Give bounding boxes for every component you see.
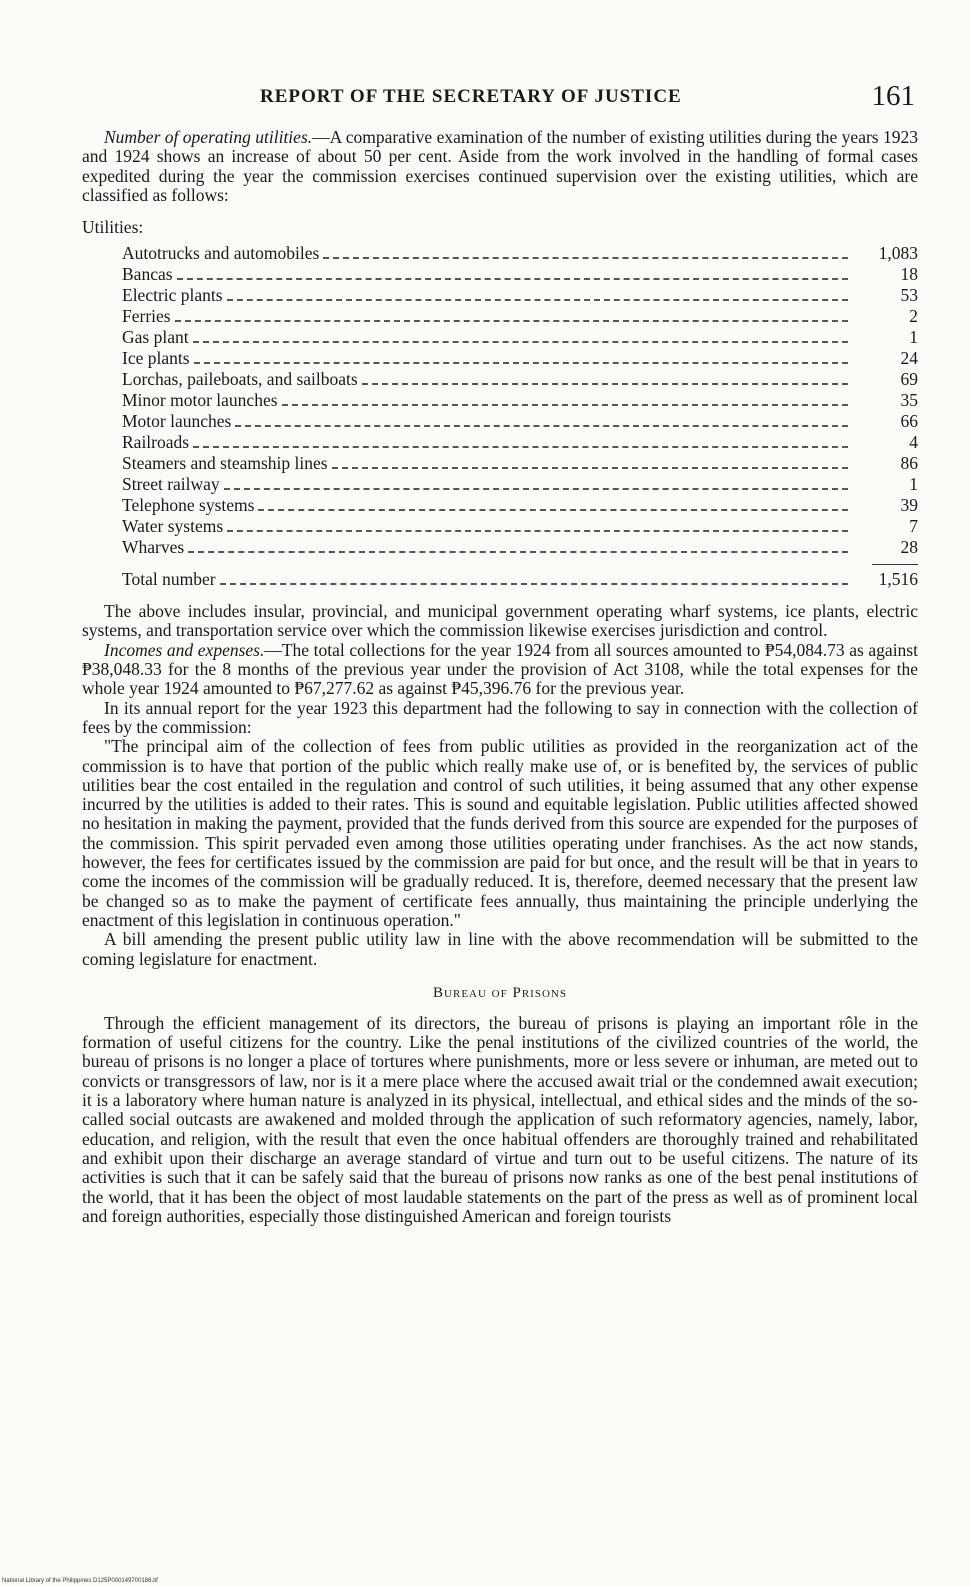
- utility-row: [122, 285, 918, 306]
- dot-leader: [188, 551, 848, 553]
- utility-name: Telephone systems: [122, 495, 255, 516]
- utility-name: Autotrucks and automobiles: [122, 243, 320, 264]
- utility-row: [122, 516, 918, 537]
- utility-count: 1: [909, 474, 918, 495]
- utility-row: [122, 369, 918, 390]
- utility-row: [122, 306, 918, 327]
- utility-name: Bancas: [122, 264, 173, 285]
- prisons-paragraph: Through the efficient management of its directors, the bureau of prisons is playing an important rôle in the formation of useful citizens for the country. Like the penal institutions of the civilized countries of the world, the bureau of prisons is no longer a place of tortures where punishments, more or less severe or inhuman, are meted out to convicts or transgressors of law, nor is it a mere place where the accused await trial or the condemned await execution; it is a laboratory where human nature is analyzed in its physical, intellectual, and ethical sides and the minds of the so-called social outcasts are awakened and molded through the application of such reformatory agencies, namely, labor, education, and religion, with the result that even the once habitual offenders are thoroughly trained and rehabilitated and exhibit upon their discharge an average standard of virtue and turn out to be useful citizens. The nature of its activities is such that it can be safely said that the bureau of prisons now ranks as one of the best penal institutions of the world, that it has been the object of most laudable statements on the part of the press as well as of prominent local and foreign authorities, especially those distinguished American and foreign tourists: [82, 1012, 918, 1226]
- dot-leader: [227, 530, 848, 532]
- utility-count: 86: [900, 453, 918, 474]
- utility-name: Lorchas, paileboats, and sailboats: [122, 369, 358, 390]
- quoted-paragraph: "The principal aim of the collection of fees from public utilities as provided in the reorganization act of the commission is to have that portion of the public which really make use of, or is benefited by, the services of public utilities bear the cost entailed in the regulation and control of such utilities, it being assumed that any other expense incurred by the utilities is added to their rates. This is sound and equitable legislation. Public utilities affected showed no hesitation in making the payment, provided that the funds derived from this source are expended for the purposes of the commission. This spirit pervaded even among those utilities operating under franchises. As the act now stands, however, the fees for certificates issued by the commission are paid for but once, and the result will be that in years to come the incomes of the commission will be gradually reduced. It is, therefore, deemed necessary that the present law be changed so as to make the payment of certificate fees annually, thus maintaining the principle underlying the enactment of this legislation in continuous operation.": [82, 736, 918, 930]
- utility-name: Motor launches: [122, 411, 232, 432]
- utility-name: Wharves: [122, 537, 185, 558]
- utility-count: 69: [900, 369, 918, 390]
- paragraph-text: —A comparative examination of the number of existing utilities during the years 1923 and 1924 shows an increase of about 50 per cent. Aside from the work involved in the handling of formal cases expedited during the year the commission exercises continued supervision over the existing utilities, which are classified as follows:: [82, 127, 918, 205]
- utilities-list-heading: Utilities:: [82, 217, 144, 238]
- utility-count: 66: [900, 411, 918, 432]
- utility-row: [122, 537, 918, 558]
- section-title: Bureau of Prisons: [433, 984, 567, 1001]
- dot-leader: [220, 583, 848, 585]
- utility-row: [122, 495, 918, 516]
- utility-name: Steamers and steamship lines: [122, 453, 328, 474]
- total-row: [122, 569, 918, 590]
- above-includes-paragraph: The above includes insular, provincial, and municipal government operating wharf systems, ice plants, electric systems, and transportation service over which the commission likewise exercises jurisdiction and control.: [82, 601, 918, 641]
- run-in-heading: Incomes and expenses.: [104, 639, 265, 660]
- dot-leader: [235, 425, 848, 427]
- total-value: 1,516: [878, 569, 918, 590]
- dot-leader: [282, 404, 848, 406]
- dot-leader: [194, 362, 848, 364]
- utility-row: [122, 474, 918, 495]
- total-rule: [872, 564, 918, 565]
- dot-leader: [362, 383, 848, 385]
- dot-leader: [177, 278, 848, 280]
- utility-name: Ferries: [122, 306, 171, 327]
- utility-count: 2: [909, 306, 918, 327]
- utility-name: Electric plants: [122, 285, 223, 306]
- utility-name: Street railway: [122, 474, 220, 495]
- annual-report-paragraph: In its annual report for the year 1923 this department had the following to say in connection with the collection of fees by the commission:: [82, 697, 918, 737]
- operating-utilities-paragraph: [82, 128, 918, 205]
- utility-name: Railroads: [122, 432, 190, 453]
- run-in-heading: Number of operating utilities.: [104, 127, 313, 147]
- utility-count: 35: [900, 390, 918, 411]
- utility-name: Ice plants: [122, 348, 190, 369]
- dot-leader: [175, 320, 848, 322]
- total-section: [122, 564, 918, 590]
- page-header: [0, 80, 970, 120]
- paragraph-text: —The total collections for the year 1924 from all sources amounted to ₱54,084.73 as against ₱38,048.33 for the 8 months of the previous year under the provision of Act 3108, while the total expenses for the whole year 1924 amounted to ₱67,277.62 as against ₱45,396.76 for the previous year.: [82, 639, 918, 699]
- text-block: [82, 602, 918, 969]
- utility-count: 18: [900, 264, 918, 285]
- dot-leader: [224, 488, 848, 490]
- utility-count: 1: [909, 327, 918, 348]
- scan-footer: National Library of the Philippines D125P000149700186.tif: [2, 1578, 158, 1584]
- utility-count: 7: [909, 516, 918, 537]
- utilities-list: [122, 243, 918, 558]
- dot-leader: [193, 341, 848, 343]
- page-number: 161: [871, 80, 915, 112]
- utility-count: 53: [900, 285, 918, 306]
- utility-name: Water systems: [122, 516, 224, 537]
- bill-paragraph: A bill amending the present public utility law in line with the above recommendation will be submitted to the coming legislature for enactment.: [82, 929, 918, 969]
- page-body: [82, 128, 918, 1226]
- dot-leader: [332, 467, 848, 469]
- utility-row: [122, 243, 918, 264]
- utility-count: 24: [900, 348, 918, 369]
- utility-row: [122, 348, 918, 369]
- utility-count: 4: [909, 432, 918, 453]
- utility-row: [122, 432, 918, 453]
- utility-row: [122, 411, 918, 432]
- dot-leader: [323, 257, 848, 259]
- utility-name: Minor motor launches: [122, 390, 278, 411]
- utility-row: [122, 390, 918, 411]
- running-title: REPORT OF THE SECRETARY OF JUSTICE: [260, 86, 682, 107]
- utility-row: [122, 327, 918, 348]
- dot-leader: [227, 299, 848, 301]
- total-label: Total number: [122, 569, 216, 590]
- dot-leader: [258, 509, 848, 511]
- utility-count: 1,083: [878, 243, 918, 264]
- utility-row: [122, 453, 918, 474]
- utility-count: 39: [900, 495, 918, 516]
- dot-leader: [193, 446, 848, 448]
- utility-count: 28: [900, 537, 918, 558]
- incomes-paragraph: [82, 641, 918, 699]
- utility-name: Gas plant: [122, 327, 189, 348]
- utility-row: [122, 264, 918, 285]
